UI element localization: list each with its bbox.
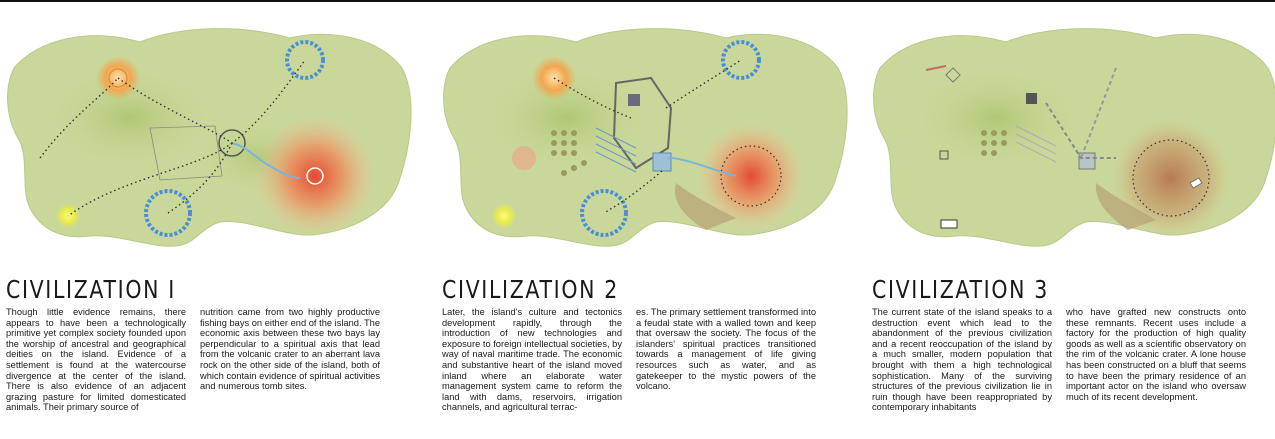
panel-title: CIVILIZATION 3 (872, 275, 1049, 304)
description-column-1: Though little evidence remains, there appears to have been a technologically primitive yet complex society founded upon the worship of ancestral and geographical deities on the island. Evidence of a settlement is found at the watercourse divergence at the center of the island. There is also evidence of an adjacent grazing pasture for limited domesticated animals. Their primary source of (6, 307, 186, 413)
house-icon (941, 220, 957, 228)
description-column-2: nutrition came from two highly productive fishing bays on either end of the island. The economic axis between these two bays lay perpendicular to a spiritual axis that lead from the volcanic crater to an aberrant lava rock on the other side of the island, both of which contain evidence of spiritual activities and numerous tomb sites. (200, 307, 380, 392)
reservoir-icon (653, 153, 671, 171)
civilization-2-panel (436, 0, 860, 439)
panel-title: CIVILIZATION I (6, 275, 176, 304)
panel-title: CIVILIZATION 2 (442, 275, 619, 304)
civilization-3-panel (866, 0, 1275, 439)
keep-icon (628, 94, 640, 106)
volcano-crater (253, 114, 377, 238)
description-column-1: The current state of the island speaks to a destruction event which lead to the abandonment of the previous civilization and a recent reoccupation of the island by a much smaller, modern population that brought with them a high technological sophistication. Many of the surviving structures of the previous civilization lie in ruin though have been reappropriated by contemporary inhabitants (872, 307, 1052, 413)
civilization-2-map (436, 8, 860, 258)
civilization-1-map (0, 8, 424, 258)
description-column-2: es. The primary settlement transformed into a feudal state with a walled town and keep that oversaw the society. The focus of the islanders' spiritual practices transitioned towards a management of life giving resources such as water, and as gatekeeper to the mystic powers of the volcano. (636, 307, 816, 392)
ruin-icon (1026, 93, 1037, 104)
lava-rock-icon (492, 204, 516, 228)
description-column-2: who have grafted new constructs onto these remnants. Recent uses include a factory for the production of high quality goods as well as a scientific observatory on the rim of the volcanic crater. A lone house has been constructed on a bluff that seems to have been the primary residence of an important actor on the island who oversaw much of its recent development. (1066, 307, 1246, 402)
civilization-3-map (866, 8, 1275, 258)
description-column-1: Later, the island's culture and tectonics development rapidly, through the introduction of new technologies and exposure to foreign intellectual societies, by way of naval maritime trade. The economic and substantive heart of the island moved inland where an elaborate water management system came to reform the land with dams, reservoirs, irrigation channels, and agricultural terrac- (442, 307, 622, 413)
civilization-1-panel (0, 0, 424, 439)
